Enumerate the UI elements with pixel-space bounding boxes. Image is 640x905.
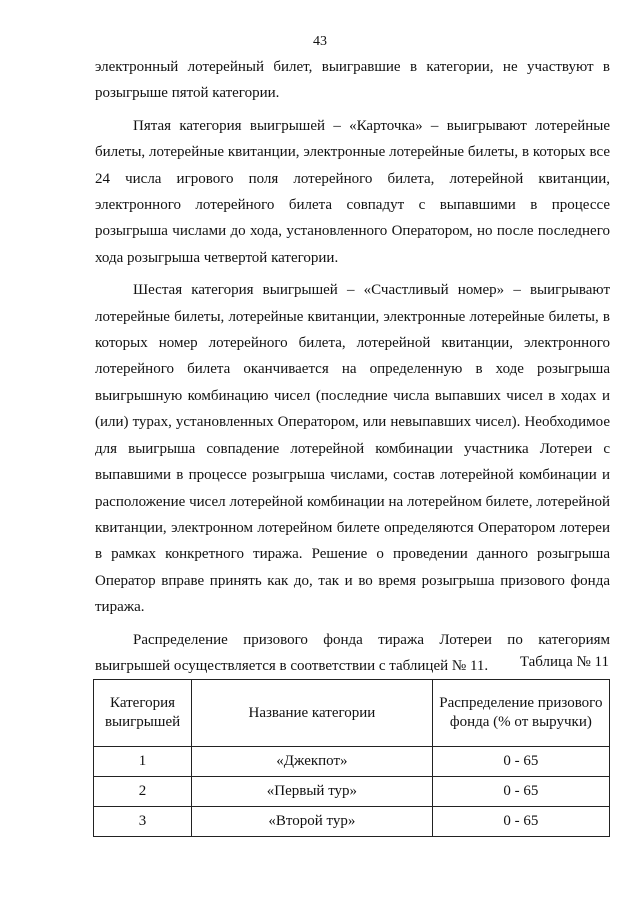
paragraph-fifth-category: Пятая категория выигрышей – «Карточка» – выигрывают лотерейные билеты, лотерейные квитанции, электронные лотерейные билеты, в которых все 24 числа игрового поля лотерейного билета, лотерейной квитанции, электронного лотерейного билета совпадут с выпавшими в процессе розыгрыша числами до хода, установленного Оператором, но после последнего хода розыгрыша четвертой категории. xyxy=(95,117,610,266)
header-category: Категория выигрышей xyxy=(94,680,192,747)
cell-category: 3 xyxy=(94,807,192,837)
document-body xyxy=(95,54,610,685)
table-row xyxy=(94,747,610,777)
paragraph-prize-distribution: Распределение призового фонда тиража Лотереи по категориям выигрышей осуществляется в соответствии с таблицей № 11. xyxy=(95,631,610,674)
cell-distribution: 0 - 65 xyxy=(432,747,609,777)
cell-category-name: «Второй тур» xyxy=(192,807,433,837)
header-category-name: Название категории xyxy=(192,680,433,747)
table-row xyxy=(94,807,610,837)
cell-category: 2 xyxy=(94,777,192,807)
table-row xyxy=(94,777,610,807)
cell-category: 1 xyxy=(94,747,192,777)
header-distribution: Распределение призового фонда (% от выручки) xyxy=(432,680,609,747)
cell-distribution: 0 - 65 xyxy=(432,777,609,807)
paragraph-continuation: электронный лотерейный билет, выигравшие в категории, не участвуют в розыгрыше пятой категории. xyxy=(95,59,610,102)
table-header-row xyxy=(94,680,610,747)
paragraph-sixth-category: Шестая категория выигрышей – «Счастливый номер» – выигрывают лотерейные билеты, лотерейные квитанции, электронные лотерейные билеты, в которых номер лотерейного билета, лотерейной квитанции, электронного лотерейного билета оканчивается на определенную в ходе розыгрыша выигрышную комбинацию чисел (последние числа выпавших чисел в ходах и (или) турах, установленных Оператором, или невыпавших чисел). Необходимое для выигрыша совпадение лотерейной комбинации участника Лотереи с выпавшими в процессе розыгрыша числами, состав лотерейной комбинации и расположение чисел лотерейной комбинации на лотерейном билете, лотерейной квитанции, электронном лотерейном билете определяются Оператором лотереи в рамках конкретного тиража. Решение о проведении данного розыгрыша Оператор вправе принять как до, так и во время розыгрыша призового фонда тиража. xyxy=(95,282,610,616)
page-number: 43 xyxy=(313,34,327,49)
prize-distribution-table xyxy=(93,679,610,837)
cell-category-name: «Первый тур» xyxy=(192,777,433,807)
table-caption: Таблица № 11 xyxy=(519,654,609,670)
cell-distribution: 0 - 65 xyxy=(432,807,609,837)
cell-category-name: «Джекпот» xyxy=(192,747,433,777)
